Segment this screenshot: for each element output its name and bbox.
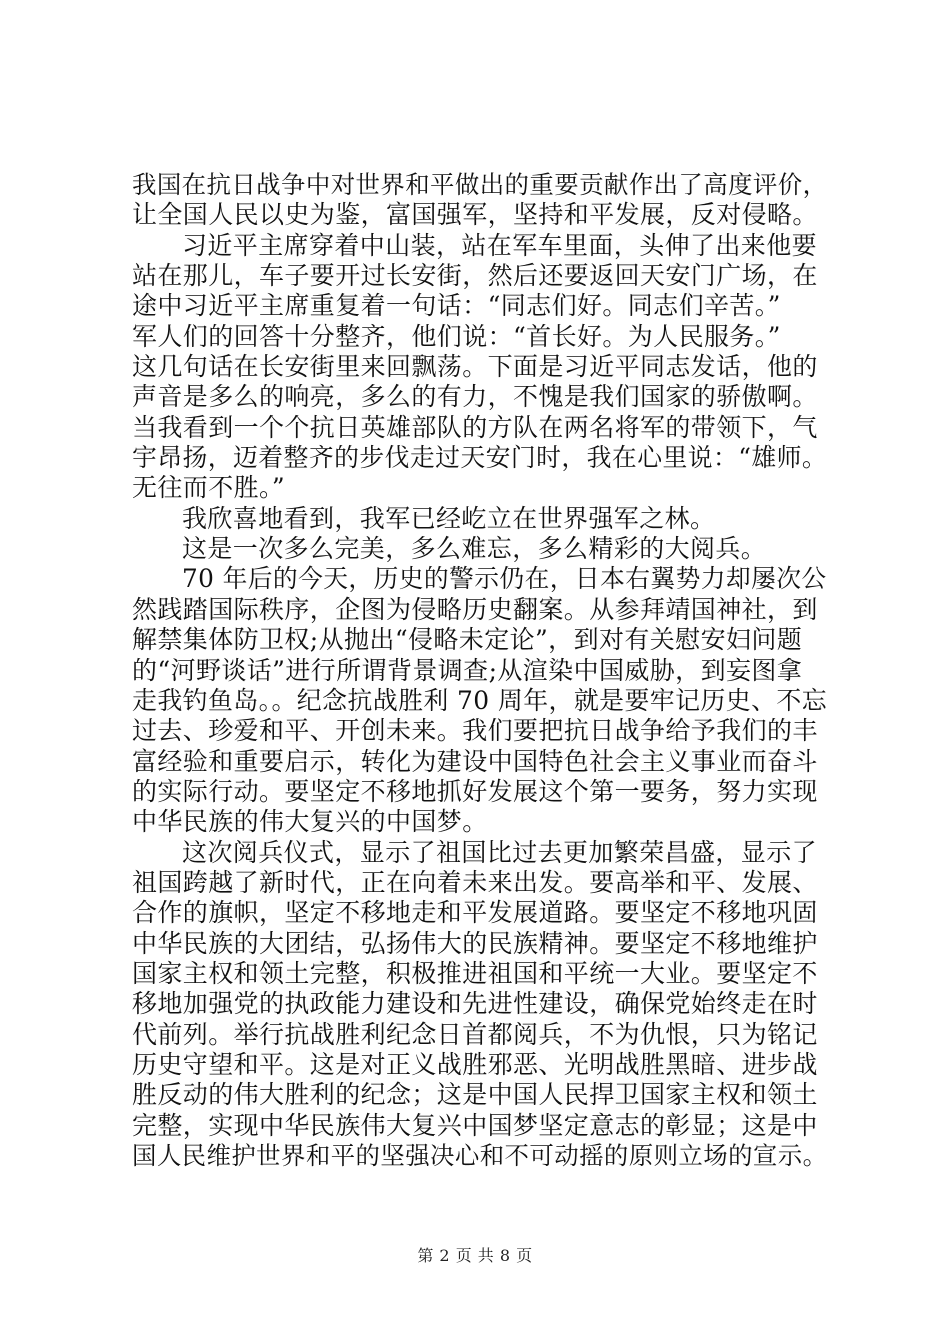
paragraph-first-line: 这次阅兵仪式，显示了祖国比过去更加繁荣昌盛，显示了 [182,837,818,867]
text-line: 让全国人民以史为鉴，富国强军，坚持和平发展，反对侵略。 [132,200,818,230]
text-line: 祖国跨越了新时代，正在向着未来出发。要高举和平、发展、 [132,867,818,897]
text-line: 途中习近平主席重复着一句话：“同志们好。同志们辛苦。” [132,291,781,321]
text-line: 这几句话在长安街里来回飘荡。下面是习近平同志发话，他的 [132,352,818,382]
text-line: 中华民族的大团结，弘扬伟大的民族精神。要坚定不移地维护 [132,928,818,958]
text-line: 无往而不胜。” [132,473,286,503]
text-line: 过去、珍爱和平、开创未来。我们要把抗日战争给予我们的丰 [132,716,818,746]
text-line: 走我钓鱼岛。。纪念抗战胜利 70 周年，就是要牢记历史、不忘 [132,685,828,715]
text-line: 的“河野谈话”进行所谓背景调查;从渲染中国威胁，到妄图拿 [132,655,803,685]
text-line: 历史守望和平。这是对正义战胜邪恶、光明战胜黑暗、进步战 [132,1049,818,1079]
text-line: 然践踏国际秩序，企图为侵略历史翻案。从参拜靖国神社，到 [132,594,818,624]
page-number-footer: 第 2 页 共 8 页 [417,1246,533,1265]
text-line: 富经验和重要启示，转化为建设中国特色社会主义事业而奋斗 [132,746,818,776]
text-line: 的实际行动。要坚定不移地抓好发展这个第一要务，努力实现 [132,776,818,806]
text-line: 胜反动的伟大胜利的纪念；这是中国人民捍卫国家主权和领土 [132,1080,818,1110]
text-line: 军人们的回答十分整齐，他们说：“首长好。为人民服务。” [132,321,781,351]
text-line: 移地加强党的执政能力建设和先进性建设，确保党始终走在时 [132,989,818,1019]
text-line: 完整，实现中华民族伟大复兴中国梦坚定意志的彰显；这是中 [132,1110,818,1140]
text-line: 当我看到一个个抗日英雄部队的方队在两名将军的带领下，气 [132,412,818,442]
text-line: 国家主权和领土完整，积极推进祖国和平统一大业。要坚定不 [132,958,818,988]
text-line: 我国在抗日战争中对世界和平做出的重要贡献作出了高度评价， [132,170,828,199]
text-line: 声音是多么的响亮，多么的有力，不愧是我们国家的骄傲啊。 [132,382,818,412]
text-line: 站在那儿，车子要开过长安街，然后还要返回天安门广场，在 [132,261,818,291]
text-line: 解禁集体防卫权;从抛出“侵略未定论”，到对有关慰安妇问题 [132,625,803,655]
text-line: 中华民族的伟大复兴的中国梦。 [132,807,488,837]
paragraph-first-line: 我欣喜地看到，我军已经屹立在世界强军之林。 [182,503,716,533]
paragraph-first-line: 习近平主席穿着中山装，站在军车里面，头伸了出来他要 [182,230,818,260]
paragraph-first-line: 70 年后的今天，历史的警示仍在，日本右翼势力却屡次公 [182,564,827,594]
text-line: 宇昂扬，迈着整齐的步伐走过天安门时，我在心里说：“雄师。 [132,443,828,473]
text-line: 合作的旗帜，坚定不移地走和平发展道路。要坚定不移地巩固 [132,898,818,928]
paragraph-first-line: 这是一次多么完美，多么难忘，多么精彩的大阅兵。 [182,534,767,564]
text-line: 代前列。举行抗战胜利纪念日首都阅兵，不为仇恨，只为铭记 [132,1019,818,1049]
text-line: 国人民维护世界和平的坚强决心和不可动摇的原则立场的宣示。 [132,1141,828,1170]
document-body [132,170,827,1171]
